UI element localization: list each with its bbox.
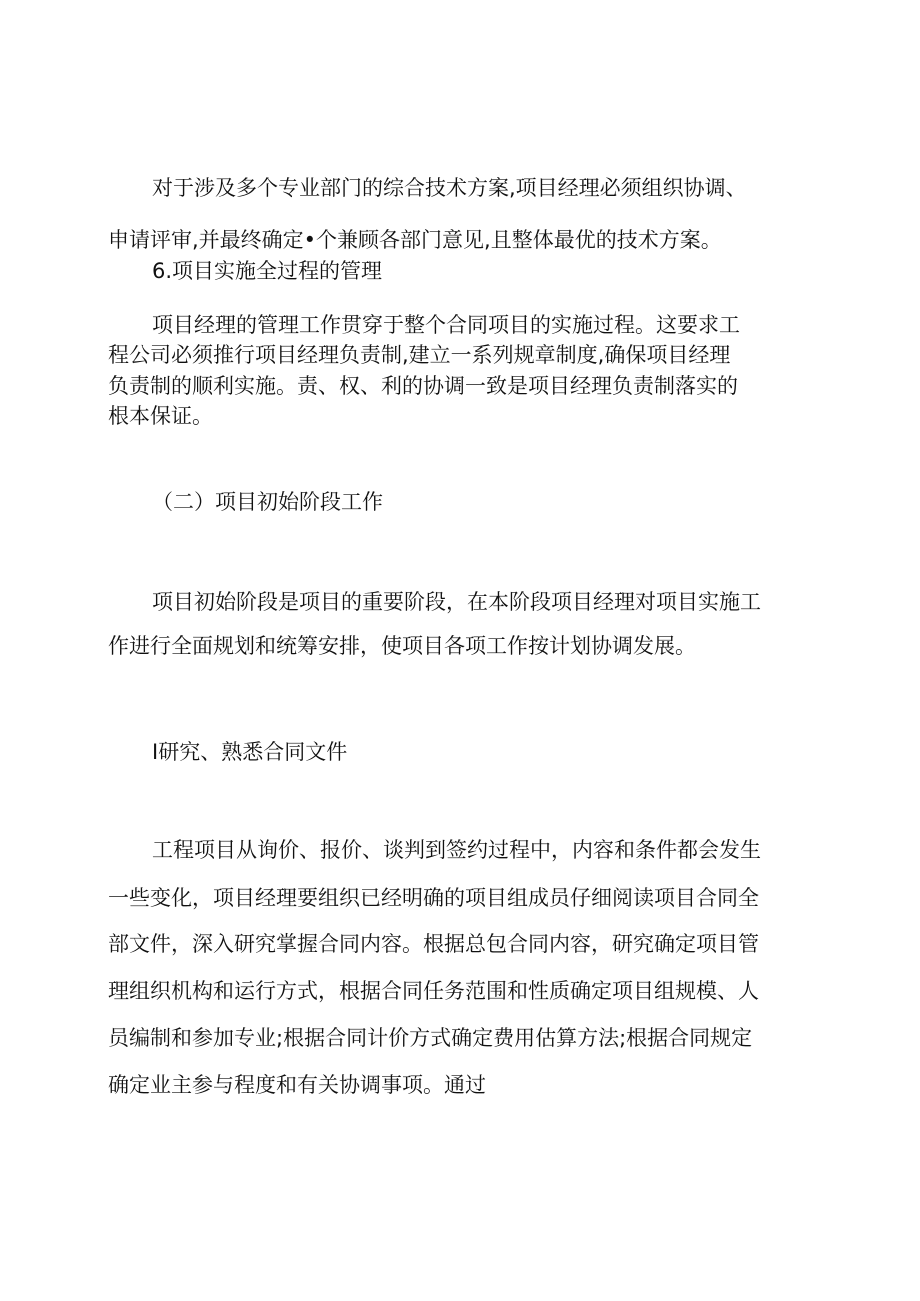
para3-line1: 项目初始阶段是项目的重要阶段，在本阶段项目经理对项目实施工 [152,590,761,614]
para4-line6: 确定业主参与程度和有关协调事项。通过 [108,1073,486,1097]
subheading-study-contract: I研究、熟悉合同文件 [152,740,348,764]
para2-line1: 项目经理的管理工作贯穿于整个合同项目的实施过程。这要求工 [152,313,740,337]
para1-line1: 对于涉及多个专业部门的综合技术方案,项目经理必须组织协调、 [152,176,747,200]
para2-line4: 根本保证。 [108,404,213,428]
para4-line5: 员编制和参加专业;根据合同计价方式确定费用估算方法;根据合同规定 [108,1026,753,1050]
para4-line1: 工程项目从询价、报价、谈判到签约过程中，内容和条件都会发生 [152,838,761,862]
para4-line4: 理组织机构和运行方式，根据合同任务范围和性质确定项目组规模、人 [108,979,759,1003]
section-heading-initial-stage: （二）项目初始阶段工作 [152,490,383,514]
para1-line2: 申请评审,并最终确定•个兼顾各部门意见,且整体最优的技术方案。 [108,228,722,252]
para3-line2: 作进行全面规划和统筹安排，使项目各项工作按计划协调发展。 [108,634,696,658]
para4-line2: 一些变化，项目经理要组织已经明确的项目组成员仔细阅读项目合同全 [108,886,759,910]
para2-line2: 程公司必须推行项目经理负责制,建立一系列规章制度,确保项目经理 [108,343,731,367]
para2-line3: 负责制的顺利实施。责、权、利的协调一致是项目经理负责制落实的 [108,374,738,398]
section-heading-6: 6.项目实施全过程的管理 [152,259,383,283]
para4-line3: 部文件，深入研究掌握合同内容。根据总包合同内容，研究确定项目管 [108,932,759,956]
